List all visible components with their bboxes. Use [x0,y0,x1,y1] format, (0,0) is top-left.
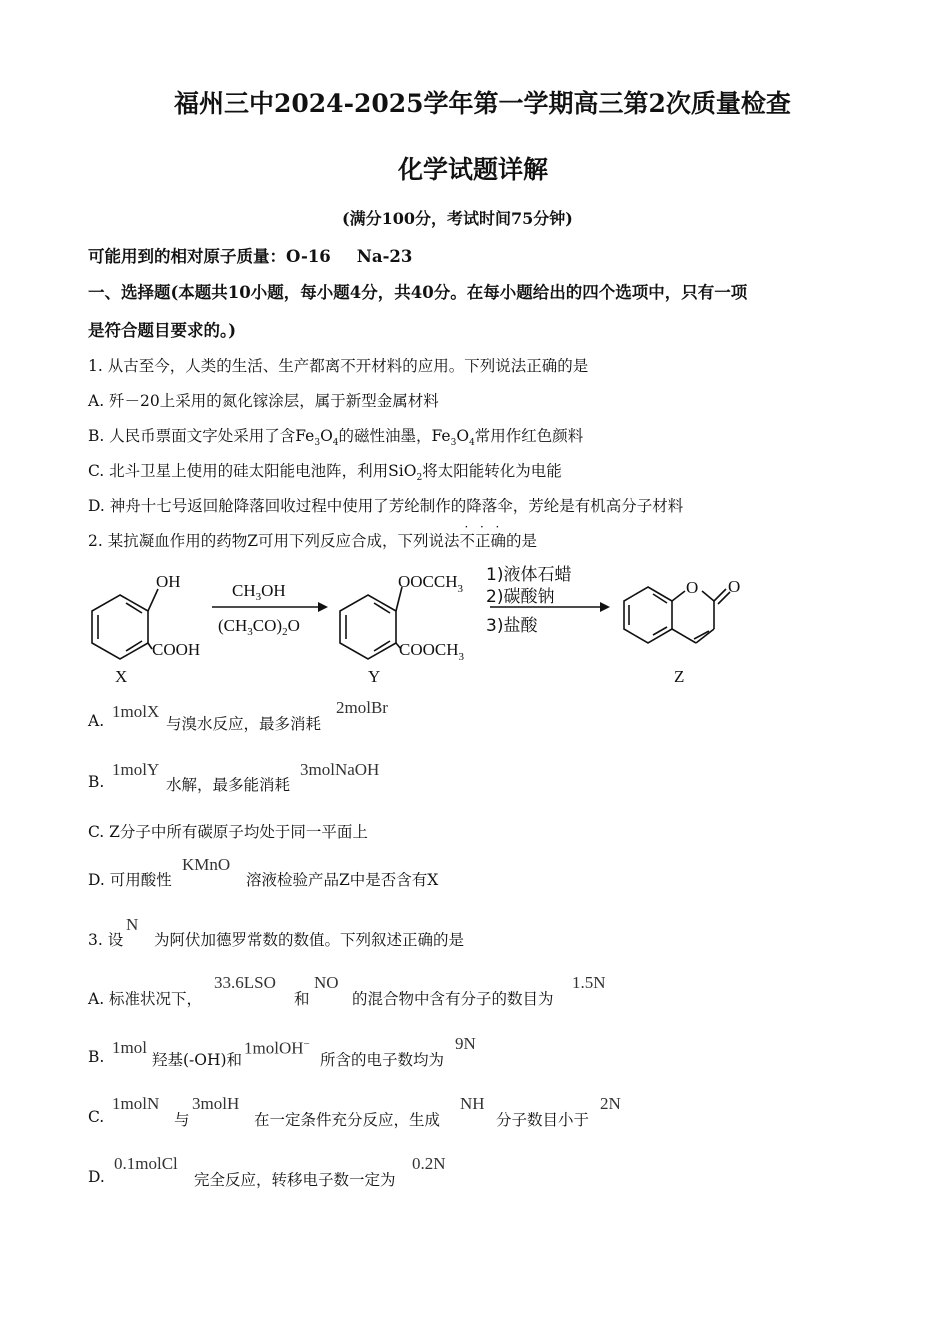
section1-line2: 是符合题目要求的。) [88,321,237,340]
step-3: 3)盐酸 [486,616,538,636]
q1-option-c [88,459,562,483]
q2-stem [88,520,538,551]
formula-no: NO [314,973,339,992]
formula-2molbr: 2molBr [336,698,388,717]
q2-option-d: D. 可用酸性 KMnO 溶液检验产品Z中是否含有X [88,855,439,889]
q1-c-sub: 2 [416,473,423,484]
x-oh-label: OH [156,572,181,591]
q1-option-a: A. 歼－20上采用的氮化镓涂层，属于新型金属材料 [88,392,439,410]
q2-stem-text-end: 的是 [506,532,538,550]
formula-1-5na: 1.5N [572,973,606,992]
formula-1mol: 1mol [112,1038,147,1057]
molecule-y-ring [340,595,396,659]
formula-0-2na: 0.2N [412,1154,446,1173]
q1-b-text-4: O [456,427,470,445]
formula-1molx: 1molX [112,702,160,721]
atomic-mass-na: Na-23 [356,247,413,266]
q1-b-sub-4: 4 [469,438,475,449]
q1-c-text-1: C. 北斗卫星上使用的硅太阳能电池阵，利用SiO [88,462,417,480]
reagent-ch3oh: $CH_3OH$ [232,581,286,603]
reagent-anhydride: $(CH_3CO)_2O$ [218,616,300,638]
q3-option-a: A. 标准状况下， 33.6LSO 和 NO 的混合物中含有分子的数目为 1.5N [88,973,606,1008]
z-ring-oxygen: O [686,578,699,597]
molecule-z-ring [624,587,672,643]
title-line1: 福州三中2024-2025学年第一学期高三第2次质量检查 [174,89,791,118]
molecule-x-ring [92,595,148,659]
atomic-masses-label: 可能用到的相对原子质量：O-16 [88,247,331,266]
formula-3molh2: 3molH [192,1094,240,1113]
q2-option-b: B. 1molY 水解，最多能消耗 3molNaOH [88,760,380,794]
step-1: 1)液体石蜡 [486,565,572,585]
q1-b-text-5: 常用作红色颜料 [474,427,584,445]
formula-1moln2: 1molN [112,1094,160,1113]
q2-emph-2: · 正 [475,520,491,550]
q2-stem-text: 2. 某抗凝血作用的药物Z可用下列反应合成，下列说法 [88,532,460,550]
formula-nh3: NH [460,1094,485,1113]
q2-emph-1: · 不 [459,520,476,550]
formula-33-6lso: 33.6LSO [214,973,276,992]
y-cooch3-label: $COOCH_3$ [399,640,465,663]
formula-0-1molcl2: 0.1molCl [114,1154,178,1173]
q1-c-text-2: 将太阳能转化为电能 [422,462,562,480]
q3-option-b: B. 1mol 羟基(-OH)和 1molOH− 所含的电子数均为 9N [88,1034,476,1069]
q1-stem: 1. 从古至今，人类的生活、生产都离不开材料的应用。下列说法正确的是 [88,357,589,375]
formula-2na: 2N [600,1094,621,1113]
q3-option-d: D. 0.1molCl 完全反应，转移电子数一定为 0.2N [88,1154,446,1189]
q3-stem: 3. 设 N 为阿伏加德罗常数的数值。下列叙述正确的是 [88,915,465,949]
label-y: Y [368,667,381,686]
exam-info: (满分100分，考试时间75分钟) [342,209,573,228]
q1-option-b [88,424,583,448]
formula-na: N [126,915,139,934]
formula-1moloh: 1molOH− [244,1038,310,1058]
q3-option-c: C. 1molN 与 3molH 在一定条件充分反应，生成 NH 分子数目小于 2N [88,1094,621,1129]
q2-option-a: A. 1molX 与溴水反应，最多消耗 2molBr [88,698,388,733]
label-x: X [115,667,128,686]
y-ooch3-label: $OOCCH_3$ [398,572,464,595]
q1-b-sub-1: 3 [314,438,321,449]
formula-kmno4: KMnO [182,855,231,874]
q1-b-text-3: 的磁性油墨，Fe [338,427,451,445]
step-2: 2)碳酸钠 [486,587,555,607]
formula-9na: 9N [455,1034,476,1053]
q2-option-c: C. Z分子中所有碳原子均处于同一平面上 [88,823,368,841]
formula-3molnaoh: 3molNaOH [300,760,380,779]
section1-line1: 一、选择题(本题共10小题，每小题4分，共40分。在每小题给出的四个选项中，只有一项 [88,283,748,302]
label-z: Z [674,667,685,686]
q1-b-text-1: B. 人民币票面文字处采用了含Fe [88,427,315,445]
reaction-scheme [0,555,950,695]
title-line2: 化学试题详解 [398,155,549,184]
atomic-masses [88,243,412,267]
x-cooh-label: COOH [152,640,201,659]
q1-b-sub-2: 4 [332,438,339,449]
q1-b-text-2: O [320,427,333,445]
q1-option-d: D. 神舟十七号返回舱降落回收过程中使用了芳纶制作的降落伞，芳纶是有机高分子材料 [88,497,684,515]
q2-emph-3: · 确 [490,520,507,550]
q1-b-sub-3: 3 [450,438,457,449]
formula-1moly: 1molY [112,760,160,779]
z-carbonyl-oxygen: O [728,577,741,596]
